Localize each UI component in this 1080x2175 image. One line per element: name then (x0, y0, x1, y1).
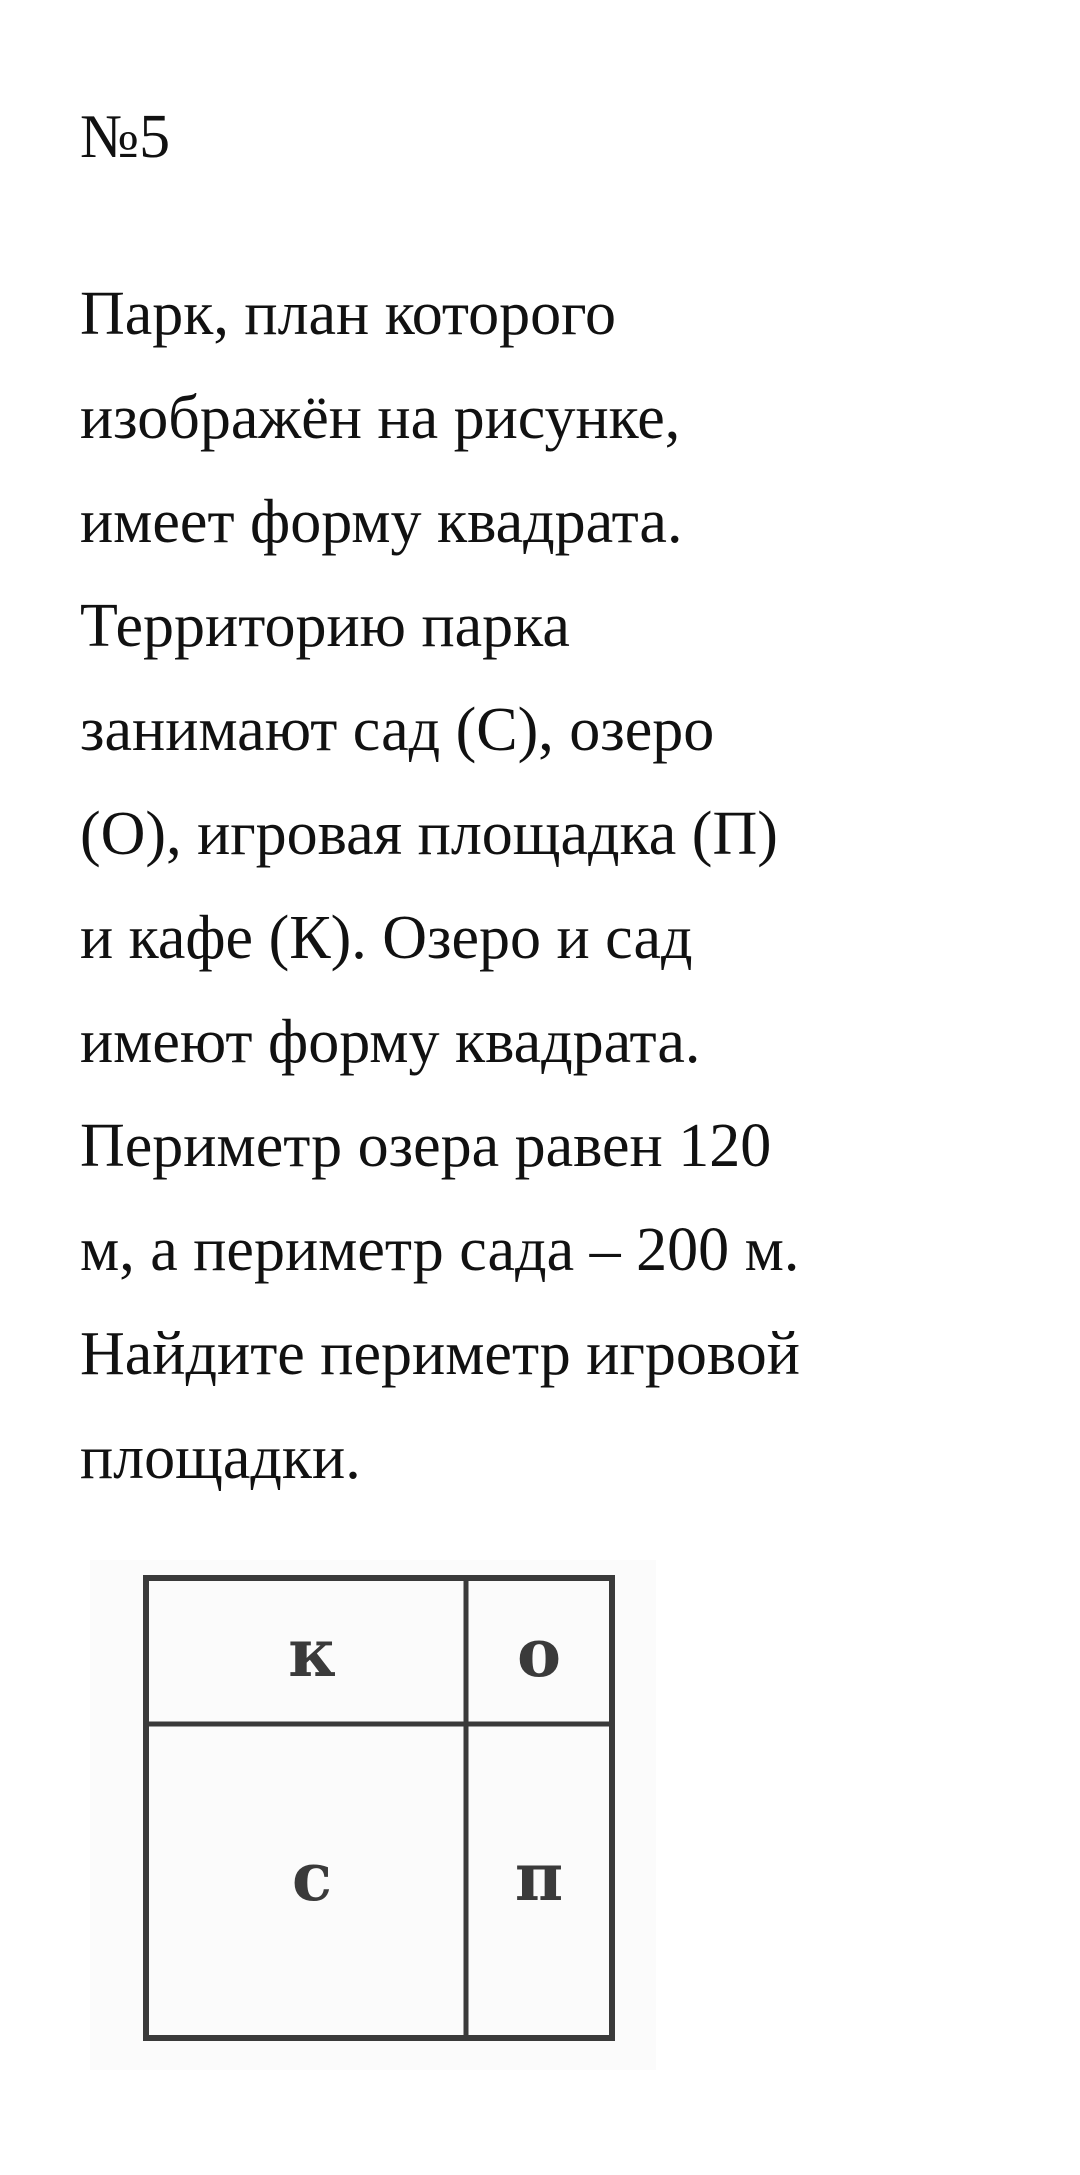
problem-number: №5 (80, 103, 171, 171)
lake-label: о (516, 1614, 562, 1692)
problem-text-line: Периметр озера равен 120 (80, 1112, 772, 1180)
park-plan-diagram (90, 1560, 656, 2070)
problem-text-line: имеют форму квадрата. (80, 1008, 701, 1076)
problem-text-line: площадки. (80, 1424, 361, 1492)
problem-text (80, 262, 1040, 1510)
cafe-label: к (288, 1614, 336, 1692)
problem-text-line: имеет форму квадрата. (80, 488, 683, 556)
problem-text-line: м, а периметр сада – 200 м. (80, 1216, 800, 1284)
problem-text-line: занимают сад (С), озеро (80, 696, 715, 764)
problem-text-line: (О), игровая площадка (П) (80, 800, 778, 868)
garden-label: с (291, 1838, 333, 1916)
problem-text-line: изображён на рисунке, (80, 384, 681, 452)
park-plan-figure (90, 1560, 656, 2070)
problem-text-line: и кафе (К). Озеро и сад (80, 904, 693, 972)
problem-text-line: Парк, план которого (80, 280, 617, 348)
problem-text-line: Найдите периметр игровой (80, 1320, 800, 1388)
problem-text-line: Территорию парка (80, 592, 570, 660)
playground-label: п (514, 1838, 564, 1916)
